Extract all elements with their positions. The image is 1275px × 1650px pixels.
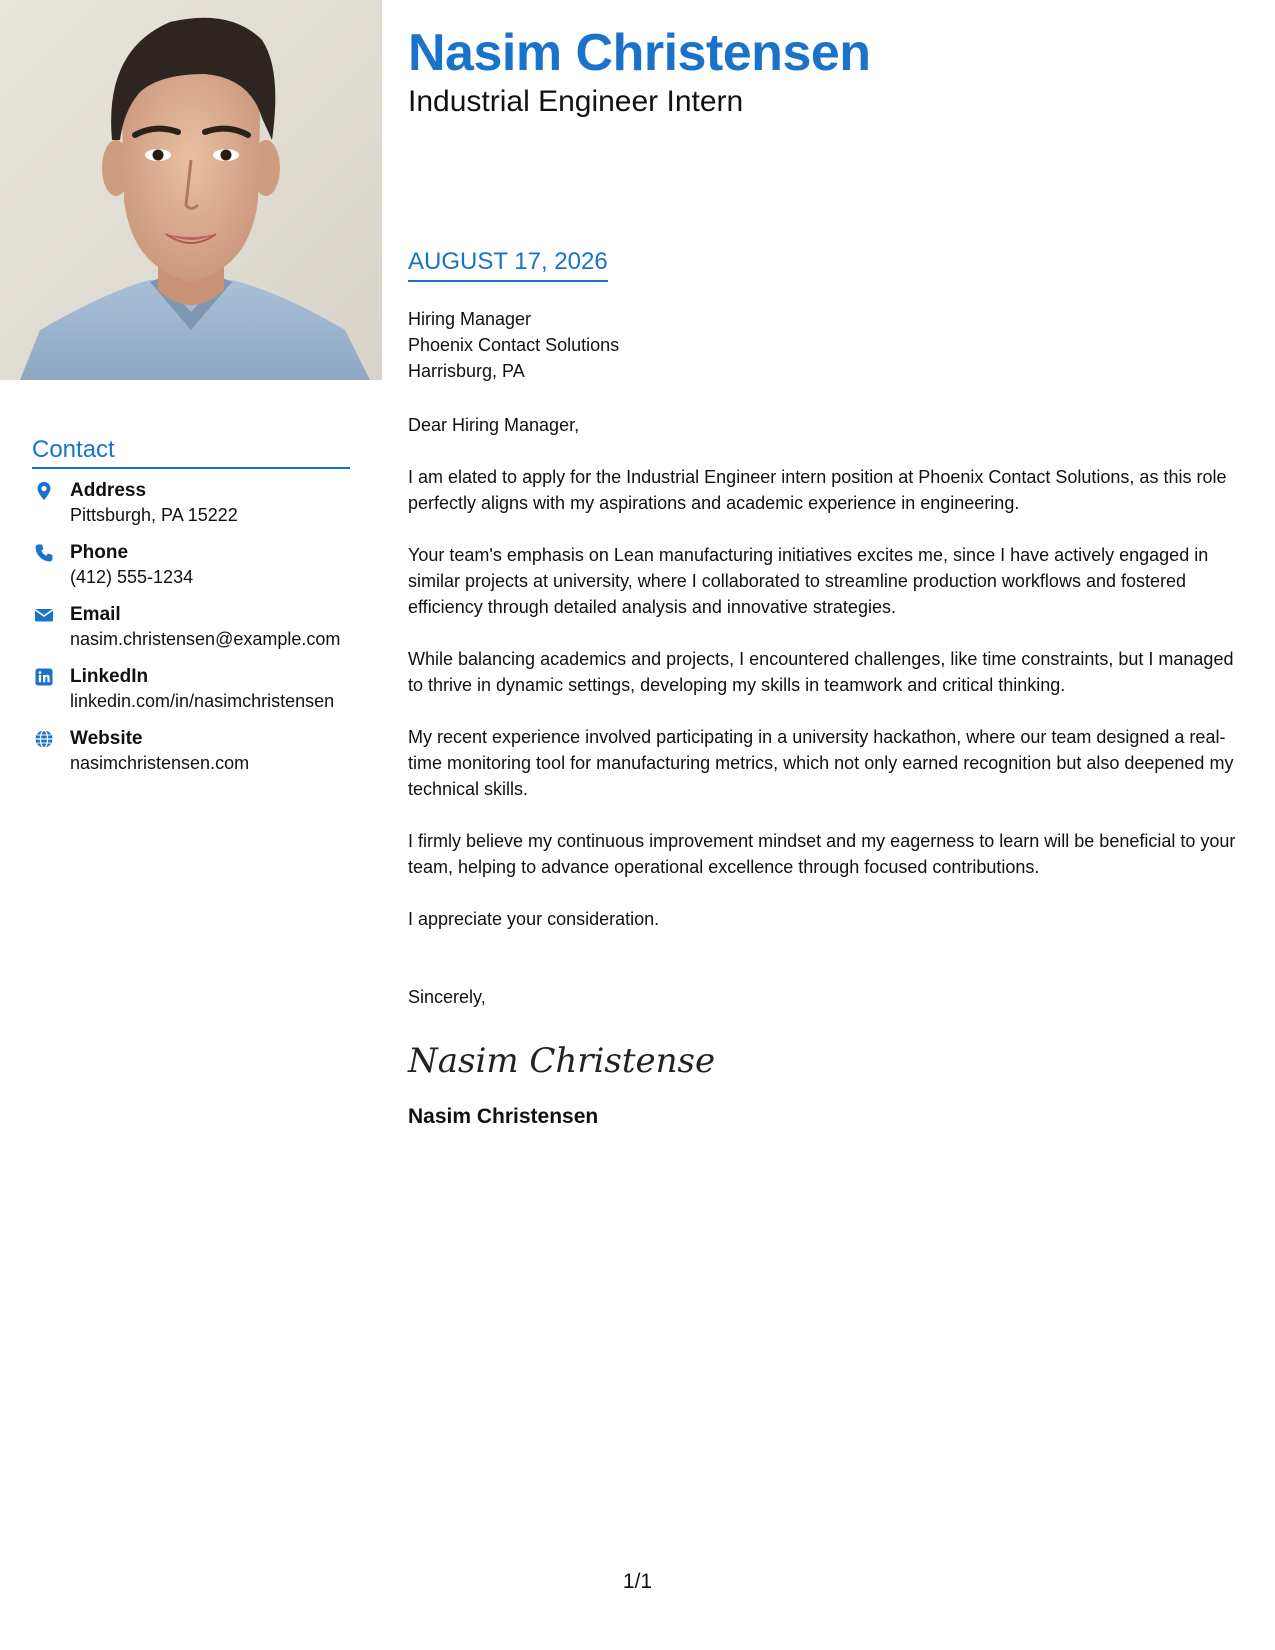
email-value[interactable]: nasim.christensen@example.com (70, 629, 341, 649)
address-value: Pittsburgh, PA 15222 (70, 505, 238, 525)
signature-image (408, 1030, 716, 1090)
phone-label: Phone (70, 542, 129, 563)
contact-linkedin (32, 665, 350, 713)
paragraph-4: My recent experience involved participating in a university hackathon, where our team designed a real-time monitoring tool for manufacturing metrics, which not only earned recognition but also deepened my technical skills. (408, 727, 1234, 799)
applicant-role: Industrial Engineer Intern (408, 85, 744, 118)
signature-text: Nasim Christense (408, 1041, 716, 1081)
email-label: Email (70, 604, 121, 625)
letter-body (408, 306, 1248, 1130)
contact-email (32, 603, 350, 651)
website-value[interactable]: nasimchristensen.com (70, 753, 250, 773)
recipient-block (408, 306, 1248, 384)
letter-date-wrap (408, 248, 608, 282)
salutation: Dear Hiring Manager, (408, 415, 580, 435)
signed-name: Nasim Christensen (408, 1105, 599, 1128)
phone-icon (34, 543, 54, 563)
contact-sidebar (32, 436, 350, 789)
linkedin-icon (34, 667, 54, 687)
paragraph-6: I appreciate your consideration. (408, 909, 660, 929)
website-label: Website (70, 728, 143, 749)
paragraph-5: I firmly believe my continuous improvement mindset and my eagerness to learn will be beneficial to your team, helping to advance operational excellence through focused contributions. (408, 831, 1236, 877)
letter-date: AUGUST 17, 2026 (408, 248, 608, 282)
contact-website (32, 727, 350, 775)
applicant-name: Nasim Christensen (408, 24, 871, 82)
paragraph-2: Your team's emphasis on Lean manufacturing initiatives excites me, since I have actively engaged in similar projects at university, where I collaborated to streamline production workflows and fostered efficiency through detailed analysis and innovative strategies. (408, 545, 1209, 617)
signature (408, 1030, 1248, 1090)
location-pin-icon (34, 481, 54, 501)
linkedin-value[interactable]: linkedin.com/in/nasimchristensen (70, 691, 335, 711)
contact-phone (32, 541, 350, 589)
recipient-title: Hiring Manager (408, 309, 532, 329)
letter-main (408, 22, 1248, 1128)
recipient-location: Harrisburg, PA (408, 361, 525, 381)
closing: Sincerely, (408, 987, 486, 1007)
linkedin-label: LinkedIn (70, 666, 149, 687)
portrait-photo (0, 0, 382, 380)
globe-icon (34, 729, 54, 749)
page-number: 1/1 (622, 1570, 653, 1593)
recipient-company: Phoenix Contact Solutions (408, 335, 620, 355)
paragraph-3: While balancing academics and projects, I encountered challenges, like time constraints, but I managed to thrive in dynamic settings, developing my skills in teamwork and critical thinking. (408, 649, 1234, 695)
contact-address (32, 479, 350, 527)
profile-photo (0, 0, 382, 380)
contact-heading: Contact (32, 436, 350, 469)
email-icon (34, 605, 54, 625)
paragraph-1: I am elated to apply for the Industrial Engineer intern position at Phoenix Contact Solutions, as this role perfectly aligns with my aspirations and academic experience in engineering. (408, 467, 1227, 513)
phone-value: (412) 555-1234 (70, 567, 194, 587)
address-label: Address (70, 480, 147, 501)
